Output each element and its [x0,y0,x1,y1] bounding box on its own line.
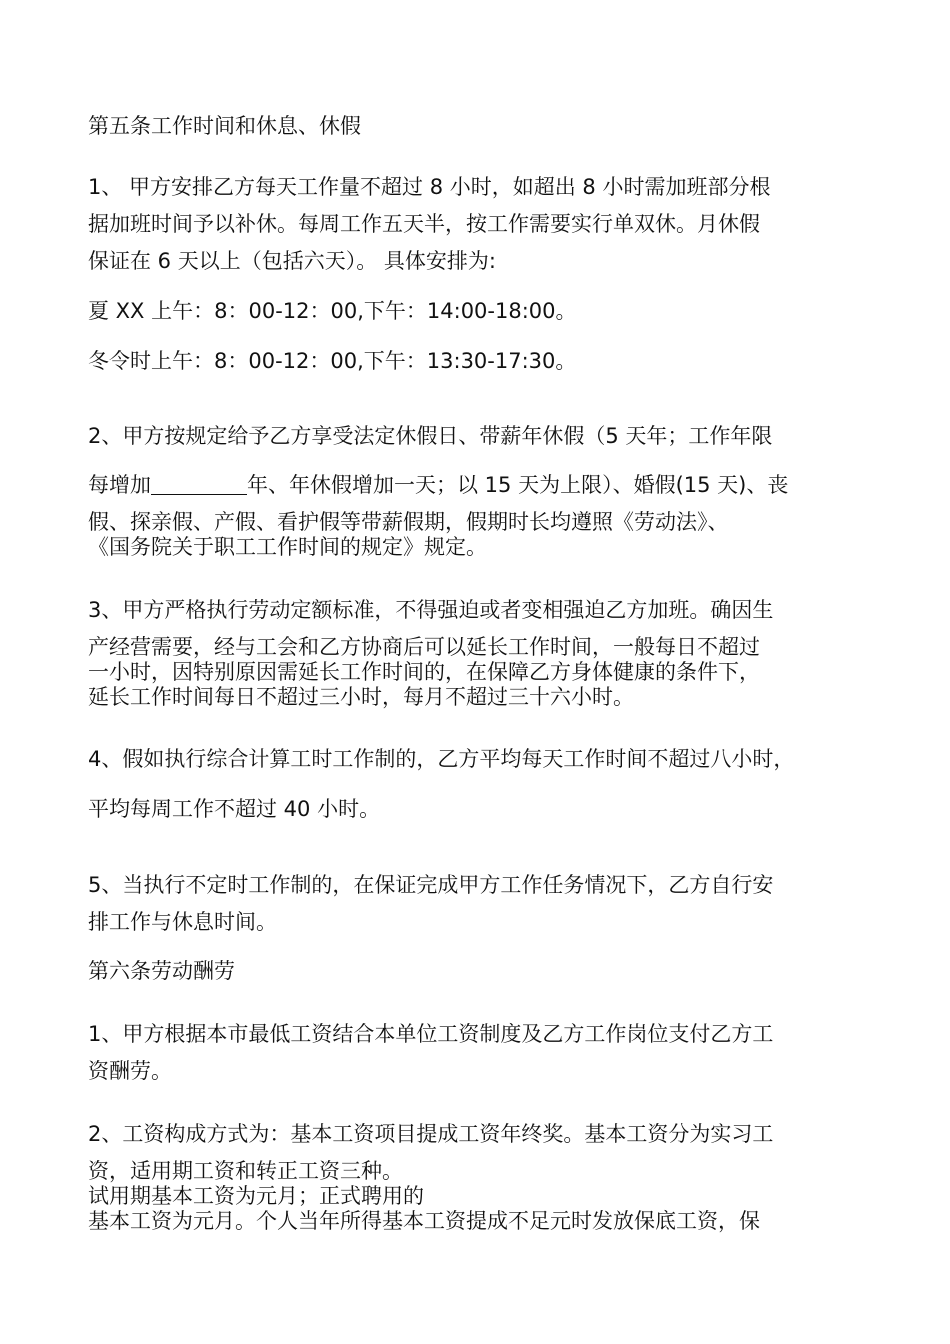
article5-heading: 第五条工作时间和休息、休假 [88,114,361,138]
paragraph-line: 5、当执行不定时工作制的，在保证完成甲方工作任务情况下，乙方自行安 [88,873,774,897]
paragraph-line: 2、甲方按规定给予乙方享受法定休假日、带薪年休假（5 天年；工作年限 [88,424,773,448]
paragraph-line: 资酬劳。 [88,1059,172,1083]
paragraph-line: 试用期基本工资为元月；正式聘用的 [88,1184,424,1208]
summer-schedule: 夏 XX 上午：8：00-12：00,下午：14:00-18:00。 [88,299,577,323]
paragraph-line: 《国务院关于职工工作时间的规定》规定。 [88,535,487,559]
paragraph-line-with-blank [88,472,788,498]
paragraph-line: 延长工作时间每日不超过三小时，每月不超过三十六小时。 [88,685,634,709]
paragraph-line: 基本工资为元月。个人当年所得基本工资提成不足元时发放保底工资，保 [88,1209,760,1233]
paragraph-line: 2、工资构成方式为：基本工资项目提成工资年终奖。基本工资分为实习工 [88,1122,774,1146]
fill-in-blank[interactable] [151,474,247,495]
paragraph-line: 假、探亲假、产假、看护假等带薪假期，假期时长均遵照《劳动法》、 [88,510,729,534]
paragraph-line: 排工作与休息时间。 [88,910,277,934]
paragraph-line: 平均每周工作不超过 40 小时。 [88,797,381,821]
paragraph-line: 保证在 6 天以上（包括六天）。 具体安排为: [88,249,496,273]
winter-schedule: 冬令时上午：8：00-12：00,下午：13:30-17:30。 [88,349,577,373]
text-before-blank: 每增加 [88,473,151,497]
paragraph-line: 1、甲方根据本市最低工资结合本单位工资制度及乙方工作岗位支付乙方工 [88,1022,774,1046]
paragraph-line: 3、甲方严格执行劳动定额标准，不得强迫或者变相强迫乙方加班。确因生 [88,598,774,622]
paragraph-line: 产经营需要，经与工会和乙方协商后可以延长工作时间，一般每日不超过 [88,635,760,659]
paragraph-line: 资，适用期工资和转正工资三种。 [88,1159,403,1183]
paragraph-line: 4、假如执行综合计算工时工作制的，乙方平均每天工作时间不超过八小时， [88,747,795,771]
article6-heading: 第六条劳动酬劳 [88,959,235,983]
paragraph-line: 1、 甲方安排乙方每天工作量不超过 8 小时，如超出 8 小时需加班部分根 [88,175,771,199]
paragraph-line: 据加班时间予以补休。每周工作五天半，按工作需要实行单双休。月休假 [88,212,760,236]
text-after-blank: 年、年休假增加一天；以 15 天为上限）、婚假(15 天)、丧 [247,473,789,497]
paragraph-line: 一小时，因特别原因需延长工作时间的，在保障乙方身体健康的条件下， [88,660,760,684]
